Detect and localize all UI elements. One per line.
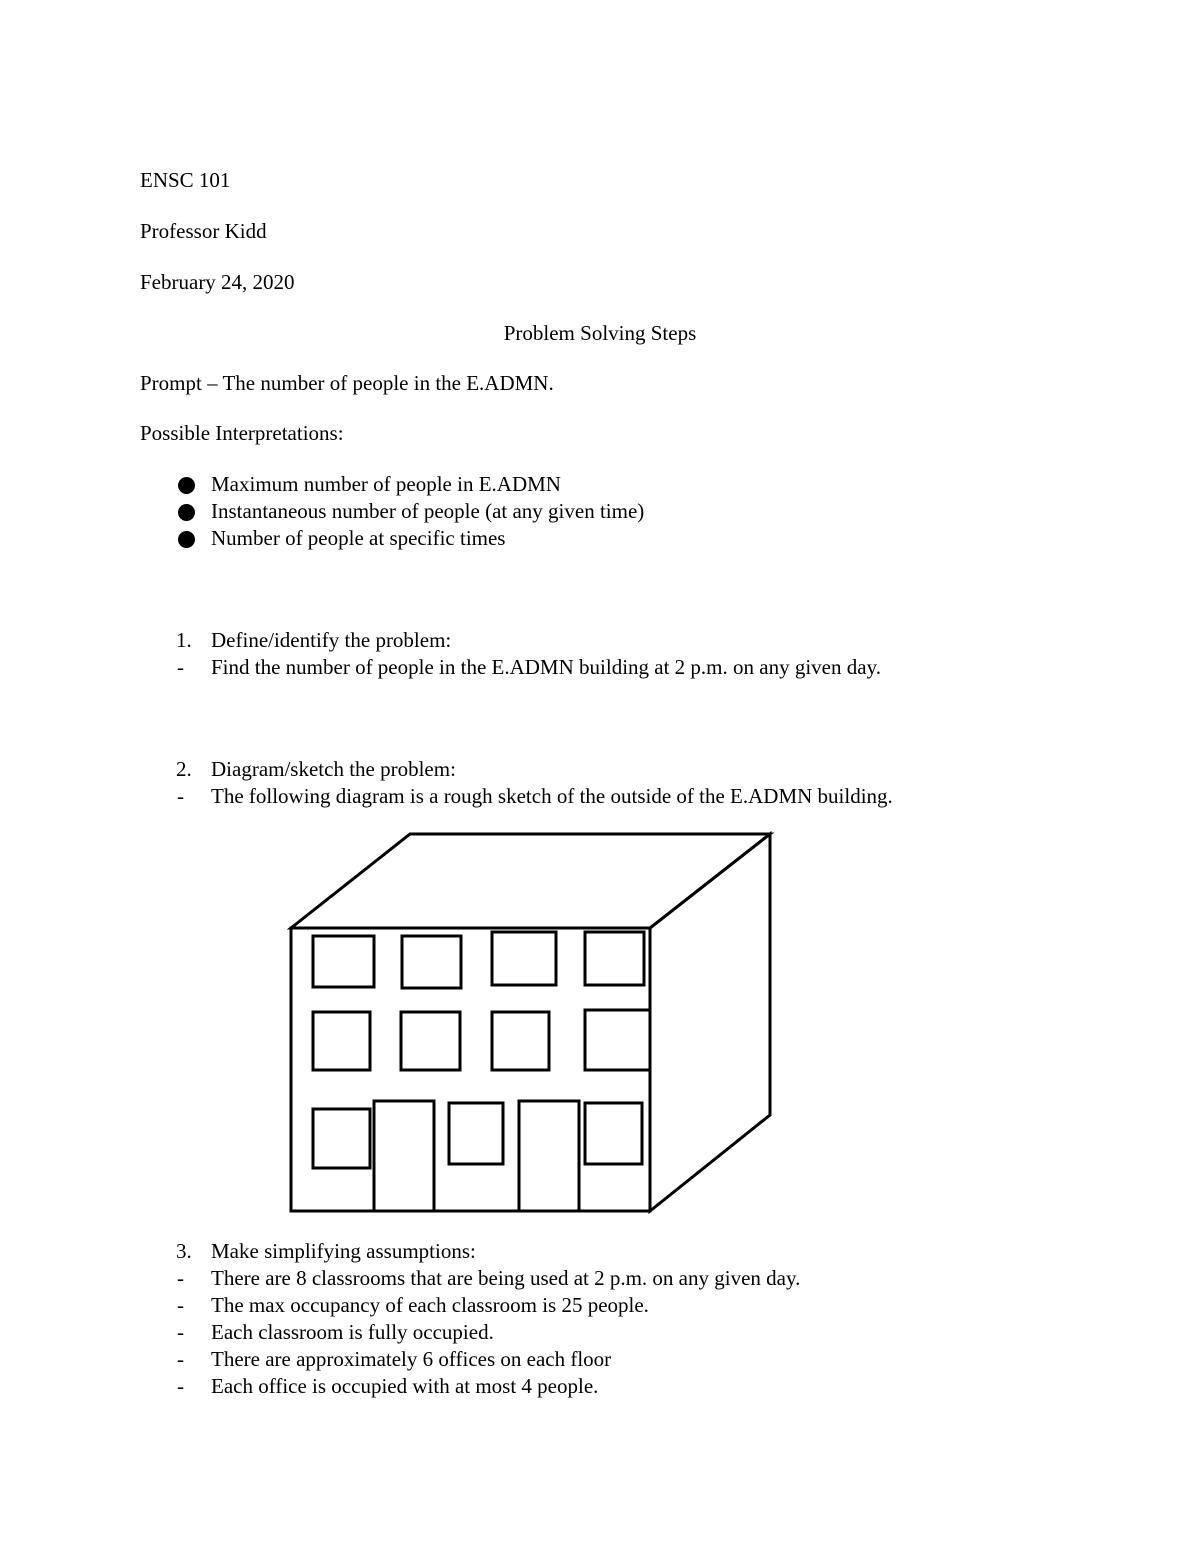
window <box>402 936 461 988</box>
building-roof <box>291 834 770 928</box>
step-detail: There are approximately 6 offices on each floor <box>211 1347 612 1371</box>
dash-marker: - <box>177 1293 184 1317</box>
dash-marker: - <box>177 1320 184 1344</box>
step-title: Make simplifying assumptions: <box>211 1239 476 1263</box>
prompt-text: Prompt – The number of people in the E.ADMN. <box>140 371 554 395</box>
window <box>492 932 556 985</box>
list-item-text: Number of people at specific times <box>211 526 506 550</box>
document-date: February 24, 2020 <box>140 270 295 294</box>
step-number: 2. <box>176 757 192 781</box>
interpretations-heading: Possible Interpretations: <box>140 421 344 445</box>
step-detail: The following diagram is a rough sketch of the outside of the E.ADMN building. <box>211 784 893 808</box>
step-number: 3. <box>176 1239 192 1263</box>
list-item-text: Maximum number of people in E.ADMN <box>211 472 561 496</box>
step-detail: Each classroom is fully occupied. <box>211 1320 494 1344</box>
window <box>585 1103 642 1164</box>
window <box>492 1012 549 1070</box>
step-title: Diagram/sketch the problem: <box>211 757 456 781</box>
step-detail: Find the number of people in the E.ADMN building at 2 p.m. on any given day. <box>211 655 881 679</box>
dash-marker: - <box>177 1374 184 1398</box>
step-detail: The max occupancy of each classroom is 25 people. <box>211 1293 649 1317</box>
window <box>585 1010 650 1070</box>
door <box>519 1101 579 1211</box>
course-code: ENSC 101 <box>140 168 231 192</box>
list-item-text: Instantaneous number of people (at any given time) <box>211 499 645 523</box>
window <box>313 1012 370 1070</box>
building-side <box>650 834 770 1211</box>
window <box>401 1012 460 1070</box>
dash-marker: - <box>177 1266 184 1290</box>
step-number: 1. <box>176 628 192 652</box>
step-title: Define/identify the problem: <box>211 628 452 652</box>
dash-marker: - <box>177 1347 184 1371</box>
professor-name: Professor Kidd <box>140 219 267 243</box>
step-detail: Each office is occupied with at most 4 people. <box>211 1374 599 1398</box>
step-detail: There are 8 classrooms that are being used at 2 p.m. on any given day. <box>211 1266 801 1290</box>
page-title: Problem Solving Steps <box>503 321 697 345</box>
window <box>449 1103 503 1164</box>
window <box>585 932 644 985</box>
dash-marker: - <box>177 784 184 808</box>
dash-marker: - <box>177 655 184 679</box>
door <box>374 1101 434 1211</box>
window <box>313 1109 370 1168</box>
window <box>313 936 374 987</box>
